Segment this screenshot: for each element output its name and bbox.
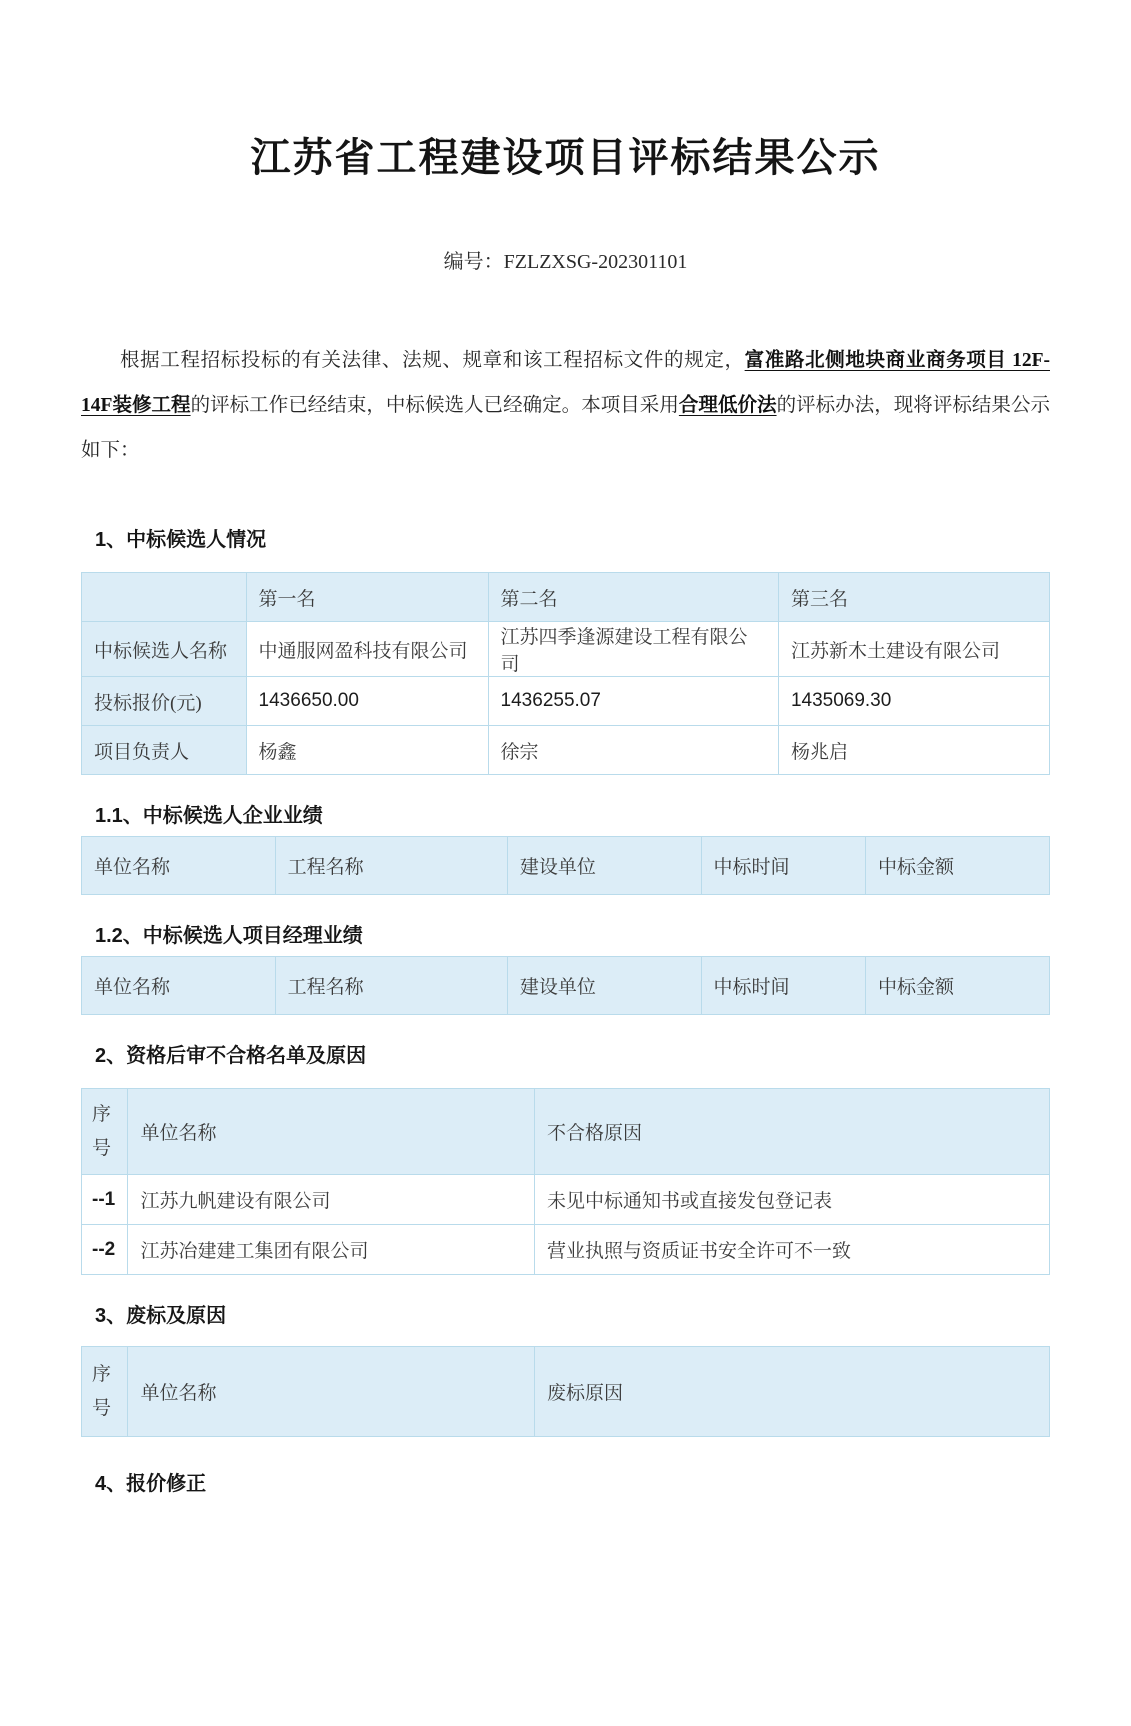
rank2-header: 第二名 [488, 573, 778, 622]
intro-text-3: 的评标办法，现将评标结果公示如下： [81, 395, 1050, 461]
candidate-name-1: 中通服网盈科技有限公司 [246, 622, 488, 677]
project-name-emphasis: 富准路北侧地块商业商务项目 12F-14F装修工程 [81, 350, 1050, 416]
intro-text-1: 根据工程招标投标的有关法律、法规、规章和该工程招标文件的规定， [120, 350, 745, 371]
candidate-name-3: 江苏新木土建设有限公司 [778, 622, 1049, 677]
section1-heading: 1、中标候选人情况 [95, 529, 267, 551]
reason-header: 不合格原因 [535, 1089, 1050, 1175]
reason-header: 废标原因 [535, 1347, 1050, 1437]
corner-cell [82, 573, 247, 622]
page-title: 江苏省工程建设项目评标结果公示 [250, 135, 881, 180]
company-cell: 江苏冶建建工集团有限公司 [128, 1225, 535, 1275]
rank1-header: 第一名 [246, 573, 488, 622]
project-manager-3: 杨兆启 [778, 726, 1049, 775]
table-row [82, 677, 1050, 726]
evaluation-method-emphasis: 合理低价法 [678, 395, 777, 416]
column-header: 建设单位 [507, 957, 701, 1015]
intro-text-2: 的评标工作已经结束，中标候选人已经确定。本项目采用 [190, 395, 679, 416]
column-header: 中标时间 [701, 837, 866, 895]
section2-heading: 2、资格后审不合格名单及原因 [95, 1045, 367, 1067]
table-header-row [82, 573, 1050, 622]
reason-cell: 营业执照与资质证书安全许可不一致 [535, 1225, 1050, 1275]
rank3-header: 第三名 [778, 573, 1049, 622]
bid-price-1: 1436650.00 [246, 677, 488, 726]
company-cell: 江苏九帆建设有限公司 [128, 1175, 535, 1225]
column-header: 建设单位 [507, 837, 701, 895]
row-label: 中标候选人名称 [82, 622, 247, 677]
document-page [0, 126, 1131, 1726]
project-manager-2: 徐宗 [488, 726, 778, 775]
section3-heading: 3、废标及原因 [95, 1305, 227, 1327]
section1-1-heading: 1.1、中标候选人企业业绩 [95, 805, 323, 827]
bid-price-3: 1435069.30 [778, 677, 1049, 726]
intro-paragraph [81, 338, 1050, 473]
column-header: 中标金额 [866, 957, 1050, 1015]
table-header-row [82, 1347, 1050, 1437]
column-header: 单位名称 [82, 957, 276, 1015]
column-header: 工程名称 [275, 837, 507, 895]
column-header: 中标时间 [701, 957, 866, 1015]
seq-cell: --1 [82, 1175, 128, 1225]
table-header-row [82, 1089, 1050, 1175]
section1-2-heading: 1.2、中标候选人项目经理业绩 [95, 925, 363, 947]
doc-number: 编号：FZLZXSG-202301101 [443, 251, 688, 273]
company-header: 单位名称 [128, 1089, 535, 1175]
company-header: 单位名称 [128, 1347, 535, 1437]
bid-price-2: 1436255.07 [488, 677, 778, 726]
invalid-bid-table [81, 1346, 1050, 1437]
reason-cell: 未见中标通知书或直接发包登记表 [535, 1175, 1050, 1225]
column-header: 中标金额 [866, 837, 1050, 895]
disqualified-table [81, 1088, 1050, 1275]
column-header: 工程名称 [275, 957, 507, 1015]
table-row [82, 726, 1050, 775]
manager-performance-table [81, 956, 1050, 1015]
seq-cell: --2 [82, 1225, 128, 1275]
seq-header: 序号 [82, 1089, 128, 1175]
candidates-table [81, 572, 1050, 775]
project-manager-1: 杨鑫 [246, 726, 488, 775]
section4-heading: 4、报价修正 [95, 1473, 207, 1495]
enterprise-performance-table [81, 836, 1050, 895]
table-header-row [82, 837, 1050, 895]
table-row [82, 1225, 1050, 1275]
candidate-name-2: 江苏四季逢源建设工程有限公司 [488, 622, 778, 677]
table-row [82, 622, 1050, 677]
table-header-row [82, 957, 1050, 1015]
column-header: 单位名称 [82, 837, 276, 895]
table-row [82, 1175, 1050, 1225]
row-label: 投标报价(元) [82, 677, 247, 726]
seq-header: 序号 [82, 1347, 128, 1437]
row-label: 项目负责人 [82, 726, 247, 775]
